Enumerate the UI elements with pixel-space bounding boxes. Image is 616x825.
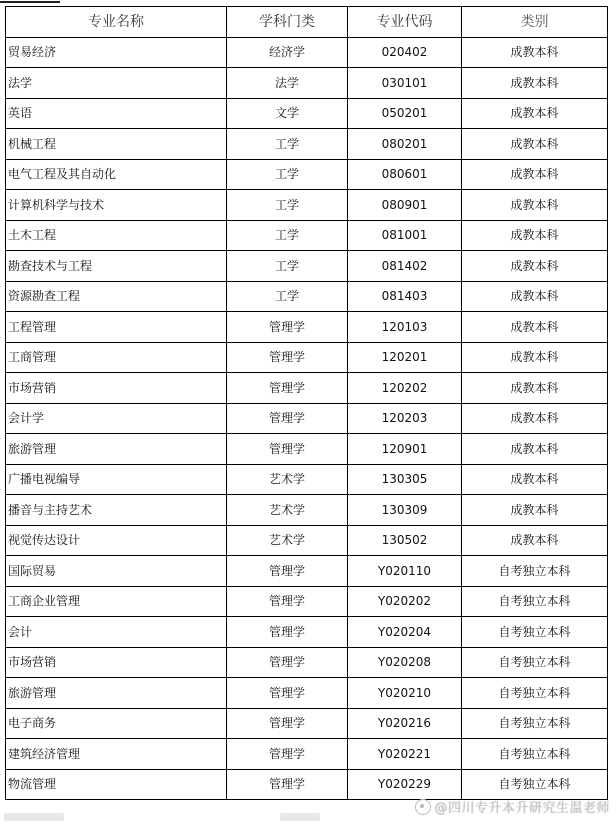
cell-category: 成教本科 [462, 159, 608, 190]
cell-major-code: Y020210 [348, 678, 462, 709]
table-row [6, 68, 608, 99]
table-row [6, 647, 608, 678]
cell-major-name: 勘查技术与工程 [6, 251, 227, 282]
cell-major-code: 130309 [348, 495, 462, 526]
cell-major-code: 081001 [348, 220, 462, 251]
header-major-name: 专业名称 [6, 7, 227, 38]
majors-table [5, 6, 608, 800]
cell-major-code: 120202 [348, 373, 462, 404]
cell-major-code: Y020204 [348, 617, 462, 648]
cell-major-code: Y020221 [348, 739, 462, 770]
cell-major-name: 电子商务 [6, 708, 227, 739]
cell-major-name: 贸易经济 [6, 37, 227, 68]
cell-category: 自考独立本科 [462, 617, 608, 648]
watermark [415, 797, 610, 816]
cell-major-name: 市场营销 [6, 647, 227, 678]
cell-discipline: 管理学 [227, 678, 348, 709]
cell-major-name: 国际贸易 [6, 556, 227, 587]
cell-discipline: 管理学 [227, 739, 348, 770]
cell-major-name: 旅游管理 [6, 434, 227, 465]
cell-major-code: 081402 [348, 251, 462, 282]
cell-category: 自考独立本科 [462, 739, 608, 770]
cell-major-name: 电气工程及其自动化 [6, 159, 227, 190]
cell-major-name: 资源勘查工程 [6, 281, 227, 312]
cell-major-code: 120203 [348, 403, 462, 434]
cell-major-name: 工程管理 [6, 312, 227, 343]
cell-discipline: 管理学 [227, 617, 348, 648]
cell-major-code: 080901 [348, 190, 462, 221]
blurred-fragment [4, 813, 64, 821]
cell-major-code: 120201 [348, 342, 462, 373]
cell-category: 成教本科 [462, 403, 608, 434]
cell-major-code: Y020110 [348, 556, 462, 587]
table-row [6, 220, 608, 251]
cell-discipline: 艺术学 [227, 495, 348, 526]
cell-category: 成教本科 [462, 312, 608, 343]
cell-category: 自考独立本科 [462, 556, 608, 587]
cell-category: 自考独立本科 [462, 708, 608, 739]
table-row [6, 708, 608, 739]
cell-category: 成教本科 [462, 251, 608, 282]
cell-discipline: 管理学 [227, 647, 348, 678]
cell-major-name: 计算机科学与技术 [6, 190, 227, 221]
table-row [6, 739, 608, 770]
cell-category: 自考独立本科 [462, 769, 608, 800]
watermark-text: @四川专升本升研究生温老师 [434, 801, 610, 816]
table-row [6, 617, 608, 648]
cell-major-code: 081403 [348, 281, 462, 312]
header-major-code: 专业代码 [348, 7, 462, 38]
table-row [6, 495, 608, 526]
cell-major-code: Y020202 [348, 586, 462, 617]
cell-discipline: 管理学 [227, 586, 348, 617]
cell-category: 成教本科 [462, 98, 608, 129]
cell-category: 成教本科 [462, 37, 608, 68]
cell-category: 成教本科 [462, 190, 608, 221]
cell-major-code: 080601 [348, 159, 462, 190]
cell-discipline: 管理学 [227, 403, 348, 434]
table-row [6, 312, 608, 343]
cell-discipline: 管理学 [227, 434, 348, 465]
cell-major-code: 130502 [348, 525, 462, 556]
table-row [6, 434, 608, 465]
cell-major-name: 视觉传达设计 [6, 525, 227, 556]
cell-major-name: 工商管理 [6, 342, 227, 373]
cell-major-name: 英语 [6, 98, 227, 129]
header-discipline: 学科门类 [227, 7, 348, 38]
header-category: 类别 [462, 7, 608, 38]
cell-category: 自考独立本科 [462, 647, 608, 678]
cell-major-name: 广播电视编导 [6, 464, 227, 495]
cell-category: 成教本科 [462, 495, 608, 526]
cell-category: 成教本科 [462, 464, 608, 495]
cell-discipline: 工学 [227, 129, 348, 160]
cell-discipline: 管理学 [227, 556, 348, 587]
cell-category: 自考独立本科 [462, 586, 608, 617]
table-row [6, 525, 608, 556]
cell-major-code: Y020229 [348, 769, 462, 800]
cell-major-code: 120103 [348, 312, 462, 343]
cell-discipline: 工学 [227, 190, 348, 221]
cell-major-name: 建筑经济管理 [6, 739, 227, 770]
table-row [6, 129, 608, 160]
cell-major-code: 080201 [348, 129, 462, 160]
cell-discipline: 工学 [227, 159, 348, 190]
cell-discipline: 工学 [227, 281, 348, 312]
cell-category: 成教本科 [462, 342, 608, 373]
cell-category: 成教本科 [462, 373, 608, 404]
cell-major-code: Y020208 [348, 647, 462, 678]
cell-major-name: 市场营销 [6, 373, 227, 404]
cell-major-code: 050201 [348, 98, 462, 129]
cell-major-name: 土木工程 [6, 220, 227, 251]
cell-category: 成教本科 [462, 525, 608, 556]
table-row [6, 586, 608, 617]
cell-discipline: 管理学 [227, 342, 348, 373]
table-row [6, 190, 608, 221]
cell-major-code: 130305 [348, 464, 462, 495]
cell-category: 成教本科 [462, 434, 608, 465]
table-row [6, 37, 608, 68]
cell-major-name: 播音与主持艺术 [6, 495, 227, 526]
cell-major-name: 工商企业管理 [6, 586, 227, 617]
cell-major-name: 法学 [6, 68, 227, 99]
cell-major-name: 会计学 [6, 403, 227, 434]
cell-category: 成教本科 [462, 129, 608, 160]
cell-major-code: 030101 [348, 68, 462, 99]
cell-discipline: 文学 [227, 98, 348, 129]
cell-discipline: 管理学 [227, 373, 348, 404]
cell-discipline: 艺术学 [227, 525, 348, 556]
cell-major-code: Y020216 [348, 708, 462, 739]
cell-major-name: 会计 [6, 617, 227, 648]
table-row [6, 159, 608, 190]
cell-category: 成教本科 [462, 220, 608, 251]
cell-category: 自考独立本科 [462, 678, 608, 709]
cell-major-code: 020402 [348, 37, 462, 68]
cell-discipline: 管理学 [227, 708, 348, 739]
weibo-icon [415, 799, 431, 815]
cell-discipline: 经济学 [227, 37, 348, 68]
cell-major-code: 120901 [348, 434, 462, 465]
table-row [6, 464, 608, 495]
cell-major-name: 物流管理 [6, 769, 227, 800]
table-row [6, 281, 608, 312]
table-row [6, 251, 608, 282]
cell-discipline: 工学 [227, 251, 348, 282]
table-row [6, 373, 608, 404]
cell-discipline: 艺术学 [227, 464, 348, 495]
cell-discipline: 法学 [227, 68, 348, 99]
table-header-row [6, 7, 608, 38]
table-row [6, 769, 608, 800]
cell-category: 成教本科 [462, 281, 608, 312]
cell-major-name: 机械工程 [6, 129, 227, 160]
cell-category: 成教本科 [462, 68, 608, 99]
table-row [6, 98, 608, 129]
cell-major-name: 旅游管理 [6, 678, 227, 709]
table-row [6, 403, 608, 434]
table-row [6, 342, 608, 373]
blurred-fragment [280, 813, 320, 821]
table-row [6, 678, 608, 709]
table-row [6, 556, 608, 587]
cell-discipline: 管理学 [227, 312, 348, 343]
cell-discipline: 工学 [227, 220, 348, 251]
cell-discipline: 管理学 [227, 769, 348, 800]
